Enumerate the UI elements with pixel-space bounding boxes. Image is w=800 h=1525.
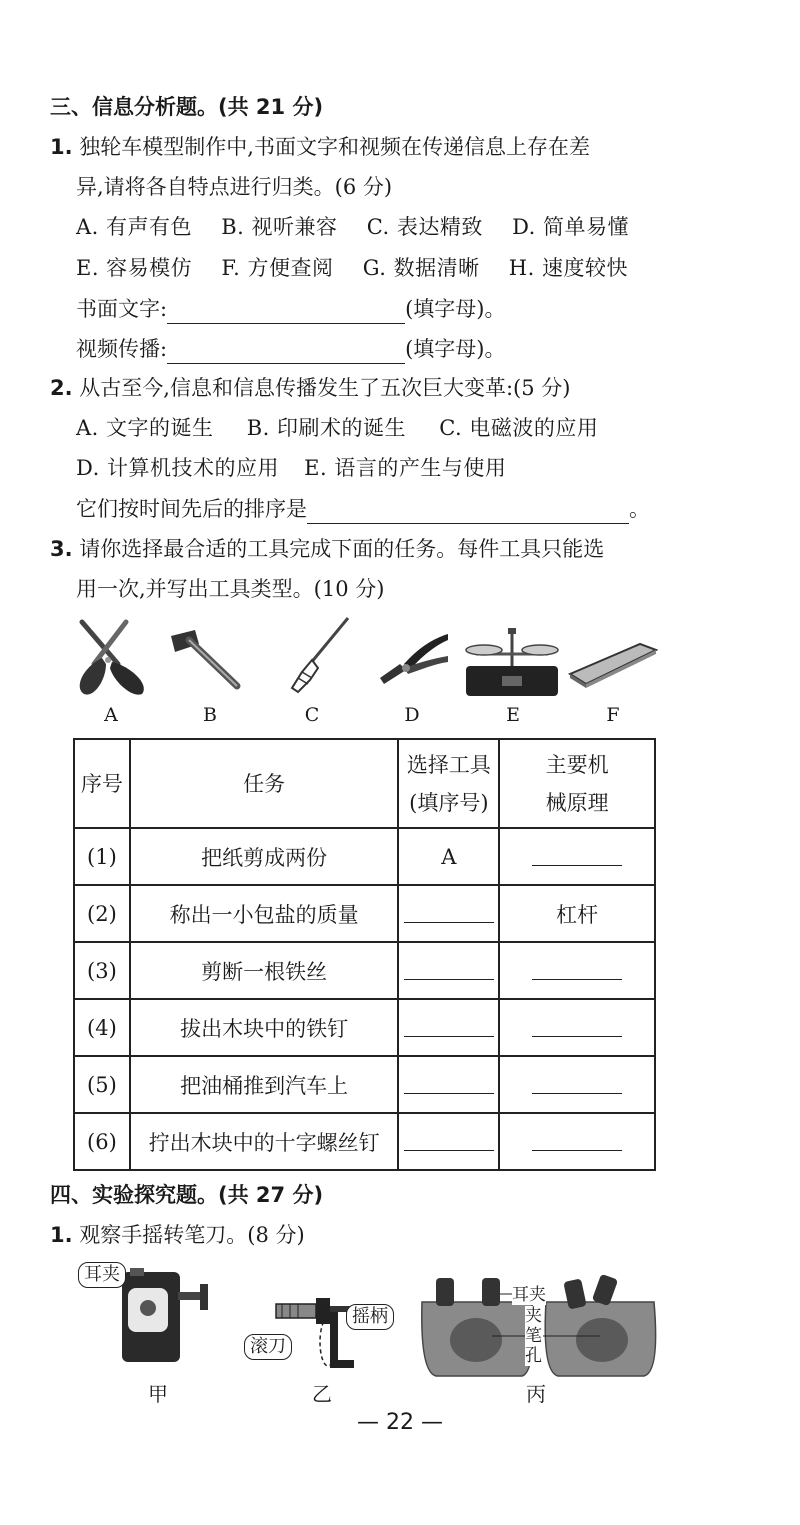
q1-fill-written xyxy=(76,294,505,324)
ramp-board-icon xyxy=(568,638,658,690)
answer-blank[interactable] xyxy=(404,1071,494,1094)
option: B. 印刷术的诞生 xyxy=(246,416,407,440)
tool-label-d: D xyxy=(404,704,420,726)
s4-q1-text: 观察手摇转笔刀。(8 分) xyxy=(79,1223,305,1247)
tool-label-e: E xyxy=(506,704,520,726)
q1-options-row1 xyxy=(76,212,629,242)
option: A. 有声有色 xyxy=(76,215,193,239)
answer-blank[interactable] xyxy=(404,1128,494,1151)
q3-line2: 用一次,并写出工具类型。(10 分) xyxy=(76,577,385,601)
tool-label-b: B xyxy=(203,704,217,726)
prompt-text: 它们按时间先后的排序是 xyxy=(76,497,307,521)
header-tool-line2: (填序号) xyxy=(409,790,489,815)
row-principle xyxy=(499,1056,655,1113)
task-table xyxy=(73,738,656,1171)
label-pen-clip-hole: 夹笔孔 xyxy=(525,1306,542,1366)
fill-suffix: (填字母)。 xyxy=(405,297,506,321)
table-row xyxy=(74,828,655,885)
q1-line2: 异,请将各自特点进行归类。(6 分) xyxy=(76,175,393,199)
table-row xyxy=(74,942,655,999)
row-tool xyxy=(398,942,499,999)
q1-text: 独轮车模型制作中,书面文字和视频在传递信息上存在差 xyxy=(79,135,590,159)
fig-label-yi: 乙 xyxy=(312,1382,332,1406)
table-row xyxy=(74,999,655,1056)
section-3-heading: 三、信息分析题。(共 21 分) xyxy=(50,95,324,119)
hammer-icon xyxy=(165,626,243,692)
row-no: (6) xyxy=(74,1113,130,1170)
header-tool-line1: 选择工具 xyxy=(406,752,491,777)
tool-label-f: F xyxy=(606,704,620,726)
option: E. 容易模仿 xyxy=(76,256,193,280)
row-principle: 杠杆 xyxy=(499,885,655,942)
header-principle-line2: 械原理 xyxy=(545,790,609,815)
prompt-end: 。 xyxy=(629,497,650,521)
table-header-row xyxy=(74,739,655,828)
answer-blank[interactable] xyxy=(404,900,494,923)
header-no: 序号 xyxy=(74,739,130,828)
q2-line1 xyxy=(50,373,570,403)
q2-order-prompt xyxy=(76,494,650,524)
table-row xyxy=(74,885,655,942)
q3-line1 xyxy=(50,534,604,564)
balance-scale-icon xyxy=(462,626,562,698)
q3-number: 3. xyxy=(50,537,73,561)
answer-blank[interactable] xyxy=(404,957,494,980)
option: F. 方便查阅 xyxy=(221,256,334,280)
answer-blank[interactable] xyxy=(167,337,405,364)
callout-handle: 摇柄 xyxy=(346,1304,394,1330)
pliers-icon xyxy=(374,626,452,688)
option: D. 简单易懂 xyxy=(512,215,630,239)
option: G. 数据清晰 xyxy=(362,256,480,280)
row-tool xyxy=(398,1113,499,1170)
table-row xyxy=(74,1056,655,1113)
option: C. 电磁波的应用 xyxy=(439,416,599,440)
header-principle-line1: 主要机 xyxy=(545,752,609,777)
s4-q1-line1 xyxy=(50,1220,305,1250)
fill-suffix: (填字母)。 xyxy=(405,337,506,361)
fig-label-bing: 丙 xyxy=(526,1382,546,1406)
table-row xyxy=(74,1113,655,1170)
row-no: (4) xyxy=(74,999,130,1056)
q1-number: 1. xyxy=(50,135,73,159)
fill-label: 书面文字: xyxy=(76,297,168,321)
q1-fill-video xyxy=(76,334,505,364)
q1-options-row2 xyxy=(76,253,628,283)
option: B. 视听兼容 xyxy=(221,215,338,239)
row-task: 拧出木块中的十字螺丝钉 xyxy=(130,1113,399,1170)
row-task: 把纸剪成两份 xyxy=(130,828,399,885)
scissors-icon xyxy=(72,618,154,698)
row-tool: A xyxy=(398,828,499,885)
answer-blank[interactable] xyxy=(532,1071,622,1094)
q2-text: 从古至今,信息和信息传播发生了五次巨大变革:(5 分) xyxy=(79,376,571,400)
option: A. 文字的诞生 xyxy=(76,416,214,440)
header-task: 任务 xyxy=(130,739,399,828)
q2-options-row2 xyxy=(76,453,506,483)
row-no: (3) xyxy=(74,942,130,999)
answer-blank[interactable] xyxy=(532,1128,622,1151)
option: E. 语言的产生与使用 xyxy=(304,456,507,480)
callout-ear-clip: 耳夹 xyxy=(78,1262,126,1288)
page-number: — 22 — xyxy=(357,1410,443,1435)
row-no: (2) xyxy=(74,885,130,942)
option: C. 表达精致 xyxy=(366,215,483,239)
q2-options-row1 xyxy=(76,413,598,443)
row-no: (5) xyxy=(74,1056,130,1113)
fig-label-jia: 甲 xyxy=(148,1382,168,1406)
row-task: 剪断一根铁丝 xyxy=(130,942,399,999)
answer-blank[interactable] xyxy=(532,1014,622,1037)
label-ear-clip-2: 耳夹 xyxy=(512,1280,546,1305)
row-tool xyxy=(398,885,499,942)
option: D. 计算机技术的应用 xyxy=(76,456,279,480)
fill-label: 视频传播: xyxy=(76,337,168,361)
callout-roller: 滚刀 xyxy=(244,1334,292,1360)
row-no: (1) xyxy=(74,828,130,885)
screwdriver-icon xyxy=(284,614,352,694)
s4-q1-number: 1. xyxy=(50,1223,73,1247)
q3-text: 请你选择最合适的工具完成下面的任务。每件工具只能选 xyxy=(79,537,605,561)
row-task: 把油桶推到汽车上 xyxy=(130,1056,399,1113)
option: H. 速度较快 xyxy=(508,256,628,280)
answer-blank[interactable] xyxy=(404,1014,494,1037)
row-principle xyxy=(499,999,655,1056)
row-principle xyxy=(499,1113,655,1170)
row-task: 称出一小包盐的质量 xyxy=(130,885,399,942)
row-task: 拔出木块中的铁钉 xyxy=(130,999,399,1056)
tool-label-a: A xyxy=(104,704,118,726)
header-principle xyxy=(499,739,655,828)
answer-blank[interactable] xyxy=(532,957,622,980)
header-tool xyxy=(398,739,499,828)
row-principle xyxy=(499,828,655,885)
row-tool xyxy=(398,1056,499,1113)
q1-line1 xyxy=(50,132,590,162)
tool-label-c: C xyxy=(304,704,320,726)
answer-blank[interactable] xyxy=(307,497,629,524)
section-4-heading: 四、实验探究题。(共 27 分) xyxy=(50,1183,324,1207)
row-tool xyxy=(398,999,499,1056)
row-principle xyxy=(499,942,655,999)
q2-number: 2. xyxy=(50,376,73,400)
answer-blank[interactable] xyxy=(167,297,405,324)
answer-blank[interactable] xyxy=(532,843,622,866)
